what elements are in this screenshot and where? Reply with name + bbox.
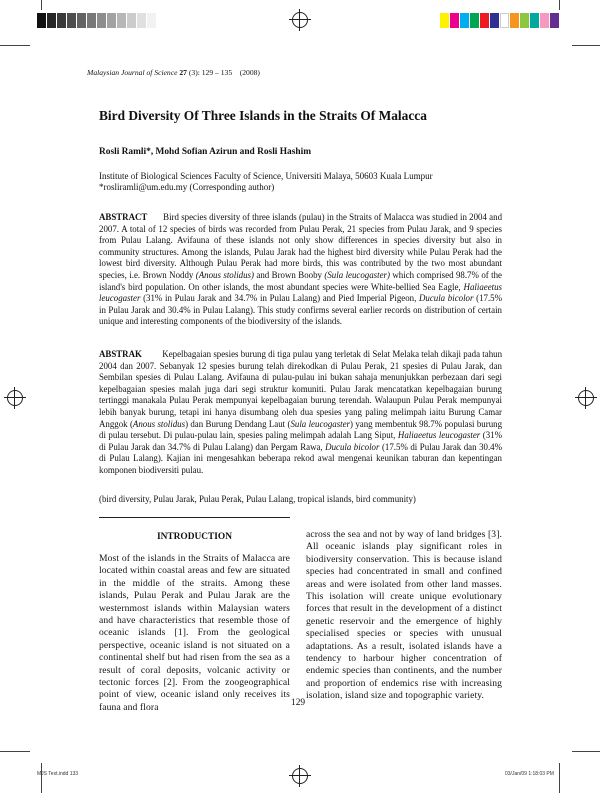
color-swatch (530, 13, 539, 28)
gray-swatch (97, 13, 106, 28)
journal-volume: 27 (179, 68, 187, 77)
gray-swatch (57, 13, 66, 28)
gray-swatch (37, 13, 46, 28)
abstract: ABSTRACT Bird species diversity of three islands (pulau) in the Straits of Malacca was studied in 2004 and 2007. A total of 12 species of birds was recorded from Pulau Perak, 21 species from Pulau Jarak, and 9 species from Pulau Lalang. Avifauna of these islands not only show differences in species diversity but also in community structures. Among the islands, Pulau Jarak had the highest bird diversity while Pulau Perak had the lowest bird diversity. Although Pulau Perak had more birds, this was contributed by the two most abundant species, i.e. Brown Noddy (Anous stolidus) and Brown Booby (Sula leucogaster) which comprised 98.7% of the island's bird population. On other islands, the most abundant species were White-bellied Sea Eagle, Haliaeetus leucogaster (31% in Pulau Jarak and 34.7% in Pulau Lalang) and Pied Imperial Pigeon, Ducula bicolor (17.5% in Pulau Jarak and 30.4% in Pulau Lalang). This study confirms several earlier records on distribution of certain unique and interesting components of the biodiversity of the islands. (99, 212, 503, 327)
gray-swatch (67, 13, 76, 28)
introduction-right-column: across the sea and not by way of land bridges [3]. All oceanic islands play significant roles in biodiversity conservation. This is because island species had concentrated in small and confined areas and were isolated from other land masses. This isolation will create unique evolutionary forces that result in the development of a distinct genetic reservoir and the emergence of highly specialised species or species with unusual adaptations. As a result, isolated islands have a tendency to harbour higher concentration of endemic species than continents, and the number and proportion of endemics rise with increasing isolation, island size and topographic variety. (306, 529, 502, 702)
keywords: (bird diversity, Pulau Jarak, Pulau Perak, Pulau Lalang, tropical islands, bird community) (99, 494, 416, 504)
gray-swatch (137, 13, 146, 28)
gray-swatch (47, 13, 56, 28)
color-swatch (540, 13, 549, 28)
color-swatch (460, 13, 469, 28)
abstract-heading: ABSTRACT (99, 212, 148, 222)
introduction-left-column: Most of the islands in the Straits of Malacca are located within coastal areas and few are situated in the middle of the straits. Among these islands, Pulau Perak and Pulau Jarak are the westernmost islands within Malaysian waters and have characteristics that resemble those of oceanic islands [1]. From the geological perspective, oceanic island is not situated on a continental shelf but had risen from the sea as a result of coral deposits, volcanic activity or tectonic forces [2]. From the zoogeographical point of view, oceanic island only receives its fauna and flora (99, 553, 290, 713)
gray-swatch (127, 13, 136, 28)
color-swatch (490, 13, 499, 28)
color-swatch (500, 13, 509, 28)
color-swatch (440, 13, 449, 28)
color-swatch (550, 13, 559, 28)
crop-mark (559, 0, 560, 10)
section-divider (99, 517, 290, 518)
registration-mark-left (7, 390, 23, 406)
journal-name: Malaysian Journal of Science (87, 68, 178, 77)
article-title: Bird Diversity Of Three Islands in the Straits Of Malacca (99, 108, 427, 123)
gray-swatch (87, 13, 96, 28)
abstrak: ABSTRAK Kepelbagaian spesies burung di tiga pulau yang terletak di Selat Melaka telah dikaji pada tahun 2004 dan 2007. Sebanyak 12 spesies burung telah direkodkan di Pulau Perak, 21 spesies di Pulau Jarak, dan Sembilan spesies di Pulau Lalang. Avifauna di pulau-pulau ini bukan sahaja menunjukkan perbezaan dari segi kepelbagaian spesies malah juga dari segi struktur komuniti. Pulau Jarak mencatatkan kepelbagaian burung tertinggi manakala Pulau Perak mempunyai kepelbagaian burung terendah. Walaupun Pulau Perak mempunyai lebih banyak burung, tetapi ini hanya disumbang oleh dua spesies yang paling melimpah iaitu Burung Camar Anggok (Anous stolidus) dan Burung Dendang Laut (Sula leucogaster) yang membentuk 98.7% populasi burung di pulau tersebut. Di pulau-pulau lain, spesies paling melimpah adalah Lang Siput, Haliaeetus leucogaster (31% di Pulau Jarak dan 34.7% di Pulau Lalang) dan Pergam Rawa, Ducula bicolor (17.5% di Pulau Jarak dan 30.4% di Pulau Lalang). Kajian ini mengesahkan beberapa rekod awal mengenai keunikan taburan dan kepentingan komponen biodiversiti pulau. (99, 349, 503, 475)
registration-mark-bottom (292, 768, 308, 784)
color-swatch (450, 13, 459, 28)
authors: Rosli Ramli*, Mohd Sofian Azirun and Rosli Hashim (99, 147, 312, 157)
journal-pages: (3): 129 – 135 (188, 68, 233, 77)
color-swatch (510, 13, 519, 28)
corresponding-email: *rosliramli@um.edu.my (Corresponding author) (99, 182, 275, 192)
footer-timestamp: 03/Jan/09 1:18:03 PM (505, 771, 554, 777)
crop-mark (559, 763, 560, 793)
registration-mark-right (578, 390, 594, 406)
color-swatch (470, 13, 479, 28)
journal-year: (2008) (239, 68, 260, 77)
crop-mark (41, 763, 42, 793)
gray-swatch (147, 13, 156, 28)
gray-swatch (117, 13, 126, 28)
footer-file: MJS Text.indd 133 (37, 771, 79, 777)
crop-mark (572, 751, 600, 752)
page-number: 129 (291, 698, 306, 708)
introduction-heading: INTRODUCTION (156, 532, 232, 542)
abstrak-heading: ABSTRAK (99, 349, 142, 359)
crop-mark (0, 751, 30, 752)
affiliation: Institute of Biological Sciences Faculty of Science, Universiti Malaya, 50603 Kuala Lumpur (99, 171, 433, 181)
color-swatch (520, 13, 529, 28)
crop-mark (0, 45, 30, 46)
gray-swatch (107, 13, 116, 28)
gray-swatch (77, 13, 86, 28)
crop-mark (572, 45, 600, 46)
crop-mark (41, 0, 42, 10)
journal-header (87, 68, 260, 77)
color-swatch (480, 13, 489, 28)
registration-mark-top (292, 12, 308, 28)
